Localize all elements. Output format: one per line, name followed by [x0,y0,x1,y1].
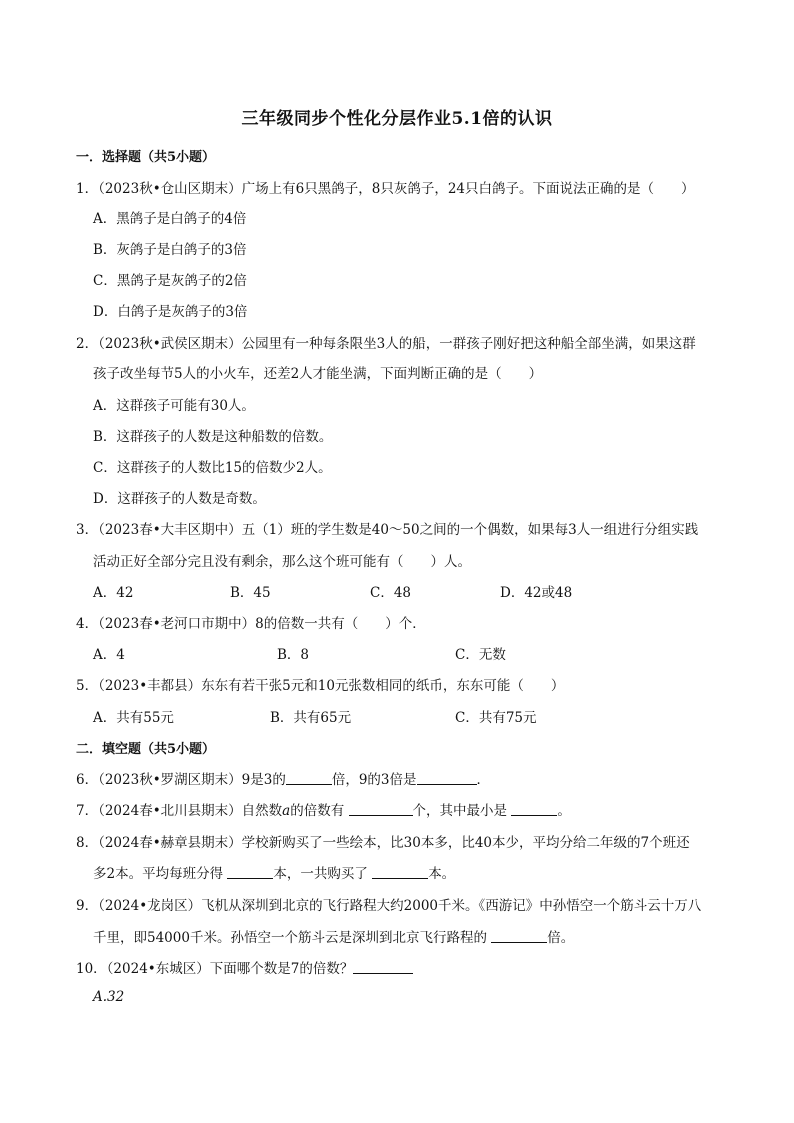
question-6-text-1: 6．（2023秋•罗湖区期末）9是3的 [76,772,286,788]
question-3-stem-line-2: 活动正好全部分完且没有剩余，那么这个班可能有（ ）人。 [93,554,471,570]
question-6-blank-1 [286,772,332,785]
question-5-option-b: B．共有65元 [270,710,352,726]
question-4-option-c: C．无数 [455,647,506,663]
question-10-blank [353,961,413,974]
question-6 [76,768,490,788]
question-8-text-2: 本，一共购买了 [273,866,373,882]
section-choice-header: 一．选择题（共5小题） [76,150,216,165]
question-7-blank-1 [349,803,413,816]
question-10-text: 10．（2024•东城区）下面哪个数是7的倍数？ [76,961,354,977]
question-5-stem: 5．（2023•丰都县）东东有若干张5元和10元张数相同的纸币，东东可能（ ） [76,678,565,694]
question-8-text-1: 多2本。平均每班分得 [93,866,228,882]
question-3-stem-line-1: 3．（2023春•大丰区期中）五（1）班的学生数是40～50之间的一个偶数，如果每3人一组进行分组实践 [76,522,699,538]
question-8-blank-2 [372,866,428,879]
section-fill-header: 二．填空题（共5小题） [76,742,216,757]
question-7-blank-2 [511,803,557,816]
question-4-stem: 4．（2023春•老河口市期中）8的倍数一共有（ ）个． [76,616,426,632]
question-3-option-c: C．48 [370,585,412,601]
question-7 [76,799,571,819]
question-4-option-a: A．4 [93,647,125,663]
question-10 [76,957,413,977]
question-7-text-2: 的倍数有 [290,803,349,819]
question-4-option-b: B．8 [277,647,310,663]
question-1-option-d: D．白鸽子是灰鸽子的3倍 [93,304,248,320]
question-5-option-a: A．共有55元 [93,710,174,726]
question-9-blank [491,930,547,943]
question-5-option-c: C．共有75元 [455,710,537,726]
question-9-text-1: 千里，即54000千米。孙悟空一个筋斗云是深圳到北京飞行路程的 [93,930,492,946]
question-8-text-3: 本。 [428,866,456,882]
question-6-blank-2 [417,772,477,785]
question-8-line-1: 8．（2024春•赫章县期末）学校新购买了一些绘本，比30本多，比40本少，平均分给二年级的7个班还 [76,835,690,851]
question-2-option-c: C．这群孩子的人数比15的倍数少2人。 [93,460,332,476]
question-6-text-2: 倍，9的3倍是 [331,772,417,788]
question-8-blank-1 [227,866,273,879]
question-9-line-2 [93,926,574,946]
question-10-option-a: A.32 [93,989,125,1005]
question-7-text-4: 。 [557,803,571,819]
question-2-stem-line-2: 孩子改坐每节5人的小火车，还差2人才能坐满，下面判断正确的是（ ） [93,366,543,382]
question-6-text-3: ． [476,772,491,788]
question-7-variable: a [282,803,291,819]
question-3-option-a: A．42 [93,585,134,601]
question-8-line-2 [93,862,455,882]
question-2-option-a: A．这群孩子可能有30人。 [93,398,255,414]
question-7-text-1: 7．（2024春•北川县期末）自然数 [76,803,283,819]
document-title: 三年级同步个性化分层作业5.1倍的认识 [241,109,553,129]
question-2-stem-line-1: 2．（2023秋•武侯区期末）公园里有一种每条限坐3人的船，一群孩子刚好把这种船全部坐满，如果这群 [76,336,696,352]
question-9-text-2: 倍。 [547,930,575,946]
question-1-stem: 1．（2023秋•仓山区期末）广场上有6只黑鸽子，8只灰鸽子，24只白鸽子。下面说法正确的是（ ） [76,181,695,197]
question-1-option-b: B．灰鸽子是白鸽子的3倍 [93,242,247,258]
question-1-option-c: C．黑鸽子是灰鸽子的2倍 [93,273,247,289]
question-2-option-b: B．这群孩子的人数是这种船数的倍数。 [93,429,333,445]
question-9-line-1: 9．（2024•龙岗区）飞机从深圳到北京的飞行路程大约2000千米。《西游记》中孙悟空一个筋斗云十万八 [76,898,702,914]
question-2-option-d: D．这群孩子的人数是奇数。 [93,491,266,507]
question-1-option-a: A．黑鸽子是白鸽子的4倍 [93,211,247,227]
question-7-text-3: 个，其中最小是 [412,803,512,819]
question-3-option-d: D．42或48 [500,585,573,601]
question-3-option-b: B．45 [230,585,271,601]
